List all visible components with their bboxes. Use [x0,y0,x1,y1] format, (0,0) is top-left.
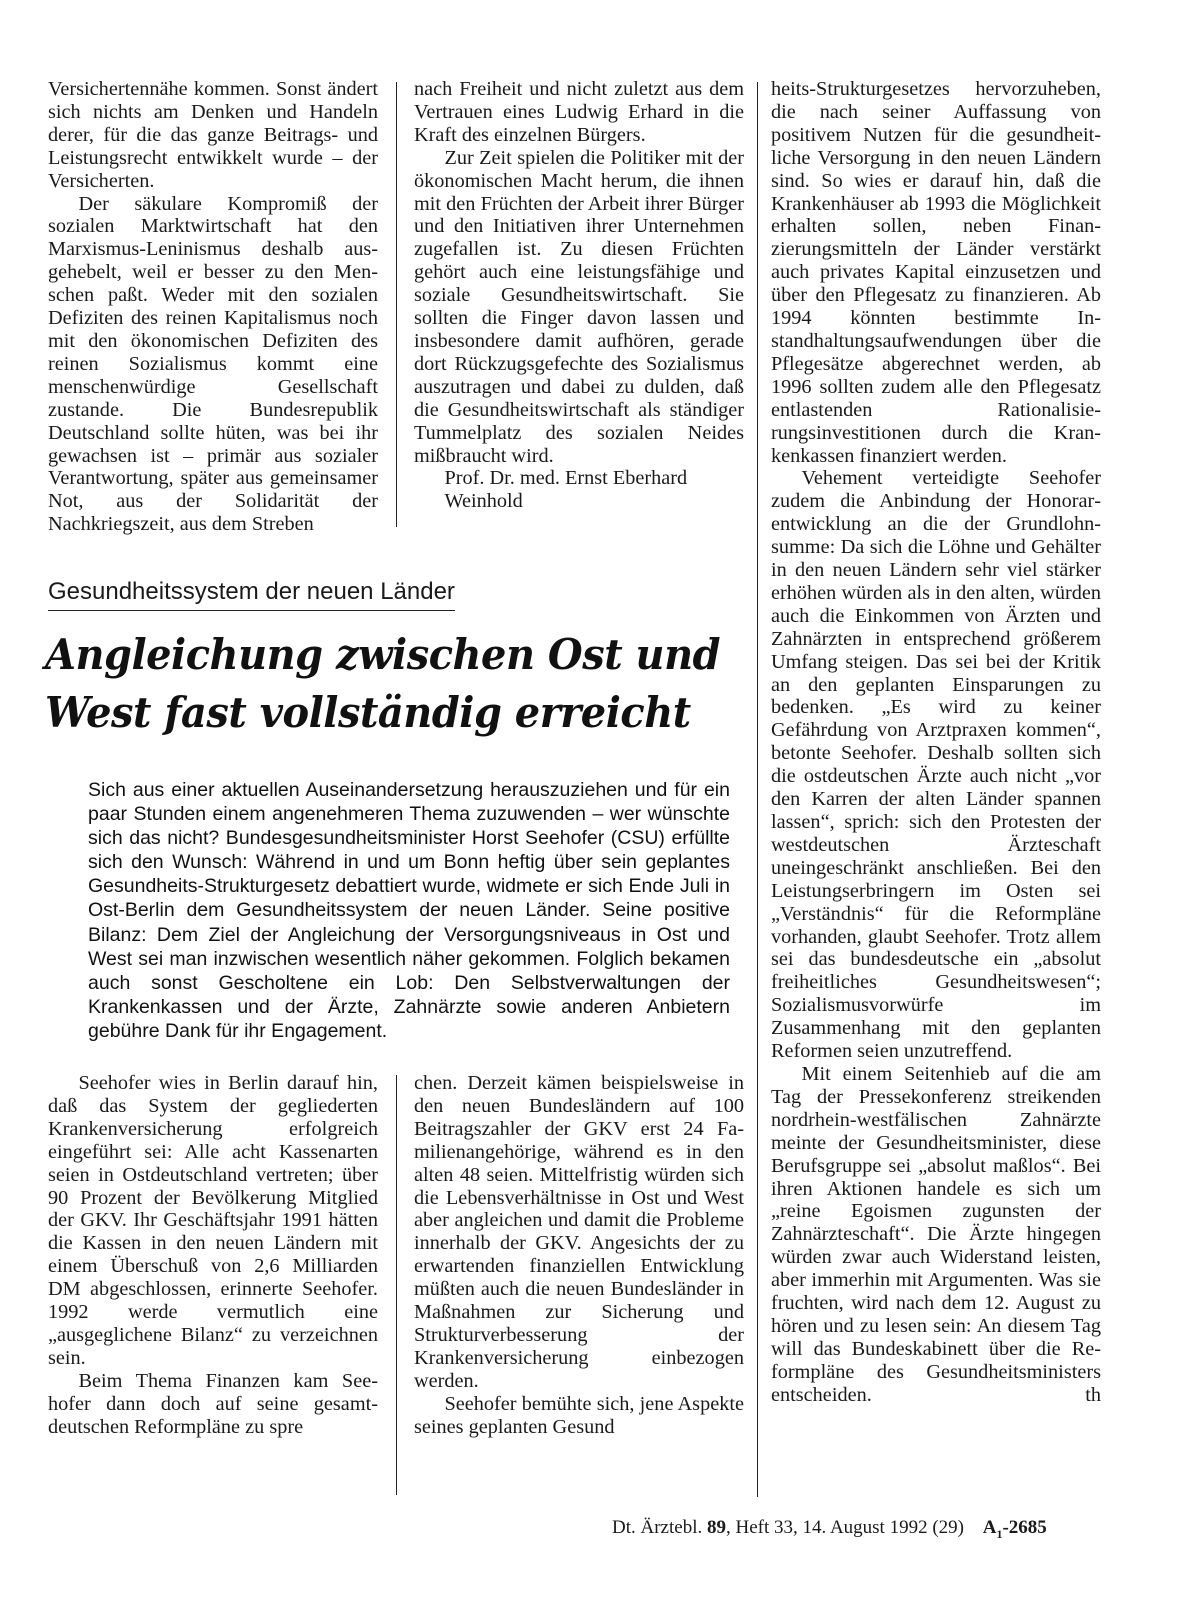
page-footer [612,1517,1047,1542]
author-initials: th [1085,1383,1101,1406]
paragraph: Der säkulare Kompromiß der sozialen Marktwirtschaft hat den Marxismus-Leninismus deshalb ausgehebelt, weil er besser zu den Menschen paßt. Weder mit den sozialen Defiziten des reinen Kapitalismus noch mit den ökonomischen Defiziten des reinen Sozialismus kommt eine menschenwürdige Gesellschaft zustande. Die Bundesrepublik Deutschland sollte hüten, was bei ihr gewachsen ist – primär aus sozialer Verantwortung, später aus gemeinsamer Not, aus der Solidarität der Nachkriegszeit, aus dem Streben [48,192,378,536]
page-sub: 1 [996,1526,1003,1541]
column-divider [396,82,397,527]
prev-article-col1 [48,78,378,536]
article-body-col2 [414,1072,744,1439]
issue-info: , Heft 33, 14. August 1992 (29) [725,1517,964,1538]
page-num: -2685 [1002,1517,1047,1538]
paragraph [771,1063,1101,1407]
volume-number: 89 [706,1517,726,1538]
paragraph: Versichertennähe kommen. Sonst ändert sich nichts am Denken und Handeln derer, für die das ganze Beitrags- und Leistungsrecht entwikkelt wurde – der Versicherten. [48,78,378,192]
column-divider [757,82,758,1497]
author-name: Prof. Dr. med. Ernst Eberhard [444,467,688,490]
journal-name: Dt. Ärztebl. [612,1517,703,1538]
paragraph: heits-Strukturgesetzes hervorzuheben, die nach seiner Auffassung von positivem Nutzen für die gesundheitliche Versorgung in den neuen Ländern sind. So wies er darauf hin, daß die Krankenhäuser ab 1993 die Möglichkeit erhalten sollen, neben Finanzierungsmitteln der Länder verstärkt auch privates Kapital einzusetzen und über den Pflegesatz zu finanzieren. Ab 1994 könnten bestimmte Instandhaltungsaufwendungen über die Pflegesätze abgerechnet werden, ab 1996 sollten zudem alle den Pflegesatz entlastenden Rationalisierungsinvestitionen durch die Krankenkassen finanziert werden. [771,78,1101,467]
article-headline [45,626,739,742]
headline-line: Angleichung zwischen Ost und [45,630,721,679]
paragraph: Vehement verteidigte Seehofer zudem die Anbindung der Honorarentwicklung an die der Grundlohnsumme: Da sich die Löhne und Gehälter in den neuen Ländern sehr viel stärker erhöhen würden als in den alten, würden auch die Einkommen von Ärzten und Zahnärzten in entsprechend größerem Umfang steigen. Das sei bei der Kritik an den geplanten Einsparungen zu bedenken. „Es wird zu keiner Gefährdung von Arztpraxen kommen“, betonte Seehofer. Deshalb sollten sich die ostdeutschen Ärzte auch nicht „vor den Karren der alten Länder spannen lassen“, sprich: sich den Protesten der westdeutschen Ärzteschaft uneingeschränkt anschließen. Bei den Leistungserbringern im Osten sei „Verständnis“ für die Reformpläne vorhanden, glaubt Seehofer. Trotz allem sei das bundesdeutsche ein „absolut freiheitliches Gesundheitswesen“; Sozialismusvorwürfe im Zusammenhang mit den geplanten Reformen seien unzutreffend. [771,467,1101,1063]
paragraph-text: Mit einem Seitenhieb auf die am Tag der Pressekonferenz streikenden nordrhein-westfälischen Zahnärzte meinte der Gesundheitsminister, diese Berufsgruppe sei „absolut maßlos“. Bei ihren Aktionen handele es sich um „reine Egoismen zugunsten der Zahnärzteschaft“. Die Ärzte hingegen würden zwar auch Widerstand leisten, aber immerhin mit Argumenten. Was sie fruchten, wird nach dem 12. August zu hören und zu lesen sein: An diesem Tag will das Bundeskabinett über die Reformpläne des Gesundheitsministers entscheiden. [771,1062,1101,1406]
paragraph: Seehofer bemühte sich, jene Aspekte seines geplanten Gesund [414,1392,744,1438]
article-kicker: Gesundheitssystem der neuen Länder [48,577,455,611]
article-body-col1 [48,1072,378,1439]
column-divider [396,1075,397,1495]
article-body-col3 [771,78,1101,1407]
article-lead: Sich aus einer aktuellen Auseinandersetzung herauszuziehen und für ein paar Stunden einem angenehmeren Thema zuzuwenden – wer wünschte sich das nicht? Bundesgesundheitsminister Horst Seehofer (CSU) erfüllte sich den Wunsch: Während in und um Bonn heftig über sein geplantes Gesundheits-Strukturgesetz debattiert wurde, widmete er sich Ende Juli in Ost-Berlin dem Gesundheitssystem der neuen Länder. Seine positive Bilanz: Dem Ziel der Angleichung der Versorgungsniveaus in Ost und West sei man inzwischen wesentlich näher gekommen. Folglich bekamen auch sonst Gescholtene ein Lob: Den Selbstverwaltungen der Krankenkassen und der Ärzte, Zahnärzte sowie anderen Anbietern gebühre Dank für ihr Engagement. [88,779,730,1042]
prev-article-col2 [414,78,744,513]
paragraph: chen. Derzeit kämen beispielsweise in den neuen Bundesländern auf 100 Beitragszahler der GKV erst 24 Familienangehörige, während es in den alten 48 seien. Mittelfristig würden sich die Lebensverhältnisse in Ost und West aber angleichen und damit die Probleme innerhalb der GKV. Angesichts der zu erwartenden finanziellen Entwicklung müßten auch die neuen Bundesländer in Maßnahmen zur Sicherung und Strukturverbesserung der Krankenversicherung einbezogen werden. [414,1072,744,1392]
paragraph: Beim Thema Finanzen kam Seehofer dann doch auf seine gesamtdeutschen Reformpläne zu spre [48,1369,378,1438]
page-number [982,1517,1047,1541]
paragraph: Zur Zeit spielen die Politiker mit der ökonomischen Macht herum, die ihnen mit den Früchten der Arbeit ihrer Bürger und den Initiativen ihrer Unternehmen zugefallen ist. Zu diesen Früchten gehört auch eine leistungsfähige und soziale Gesundheitswirtschaft. Sie sollten die Finger davon lassen und insbesondere damit aufhören, gerade dort Rückzugsgefechte des Sozialismus auszutragen und dabei zu dulden, daß die Gesundheitswirtschaft als ständiger Tummelplatz des sozialen Neides mißbraucht wird. [414,146,744,467]
paragraph: Seehofer wies in Berlin darauf hin, daß das System der gegliederten Krankenversicherung erfolgreich eingeführt sei: Alle acht Kassenarten seien in Ostdeutschland vertreten; über 90 Prozent der Bevölkerung Mitglied der GKV. Ihr Geschäftsjahr 1991 hätten die Kassen in den neuen Ländern mit einem Überschuß von 2,6 Milliarden DM abgeschlossen, erinnerte Seehofer. 1992 werde vermutlich eine „ausgeglichene Bilanz“ zu verzeichnen sein. [48,1072,378,1369]
author-name-cont: Weinhold [444,490,523,513]
headline-line: West fast vollständig erreicht [45,688,691,737]
page-prefix: A [982,1517,997,1538]
paragraph: nach Freiheit und nicht zuletzt aus dem Vertrauen eines Ludwig Erhard in die Kraft des einzelnen Bürgers. [414,78,744,146]
